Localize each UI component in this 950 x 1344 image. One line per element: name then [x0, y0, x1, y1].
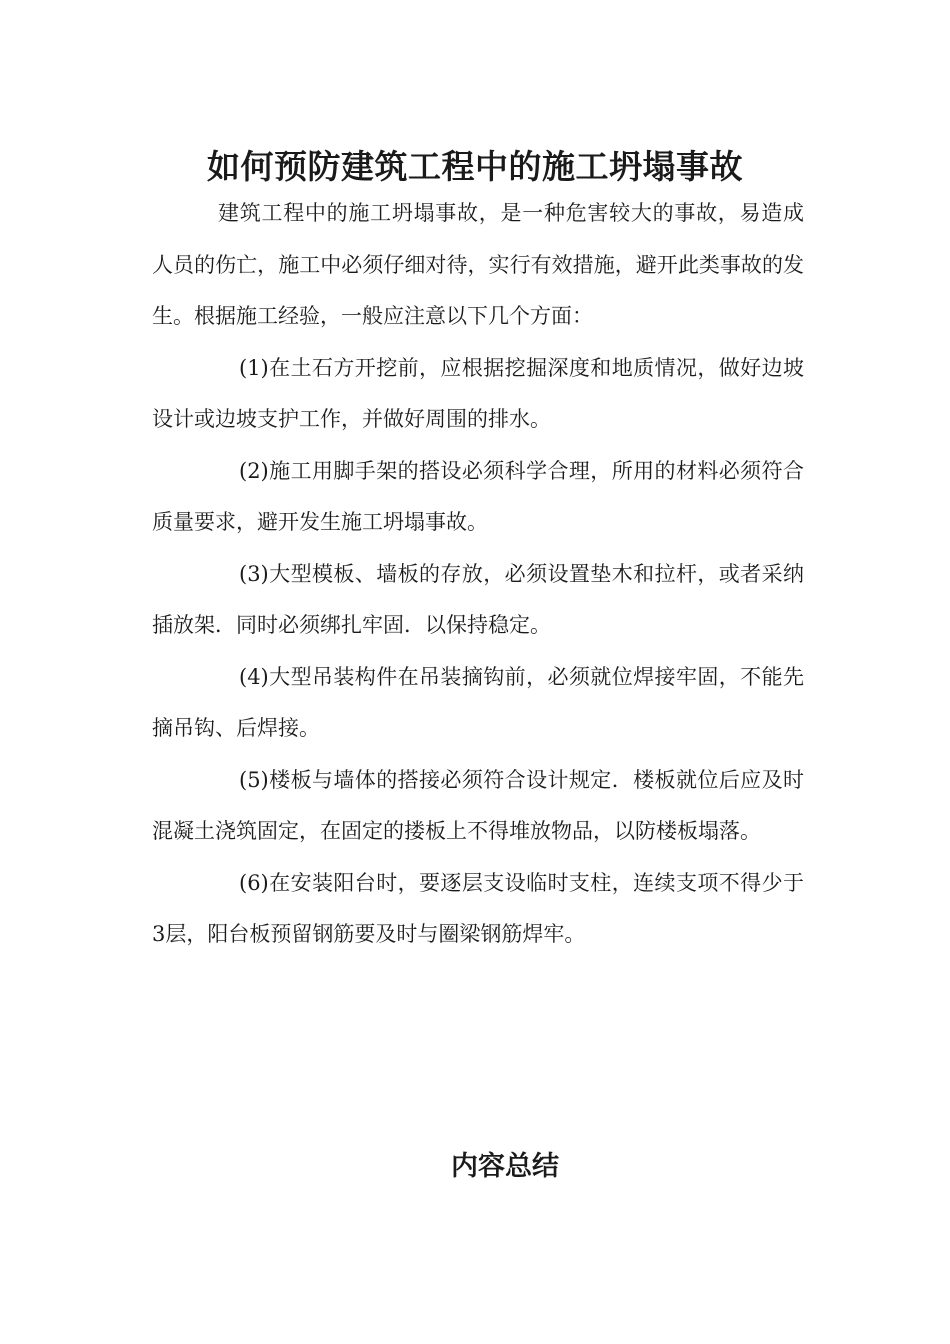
list-item: (5)楼板与墙体的搭接必须符合设计规定．楼板就位后应及时混凝土浇筑固定，在固定的搂板上不得堆放物品，以防楼板塌落。 [152, 767, 804, 843]
list-item: (1)在土石方开挖前，应根据挖掘深度和地质情况，做好边坡设计或边坡支护工作，并做好周围的排水。 [152, 355, 804, 431]
list-item: (4)大型吊装构件在吊装摘钩前，必须就位焊接牢固，不能先摘吊钩、后焊接。 [152, 664, 804, 740]
list-item: (6)在安装阳台时，要逐层支设临时支柱，连续支项不得少于3层，阳台板预留钢筋要及时与圈梁钢筋焊牢。 [152, 870, 804, 946]
document-body [152, 188, 804, 961]
list-item: (3)大型模板、墙板的存放，必须设置垫木和拉杆，或者采纳插放架．同时必须绑扎牢固．以保持稳定。 [152, 561, 804, 637]
intro-paragraph: 建筑工程中的施工坍塌事故，是一种危害较大的事故，易造成人员的伤亡，施工中必须仔细对待，实行有效措施，避开此类事故的发生。根据施工经验，一般应注意以下几个方面： [152, 201, 804, 328]
summary-heading: 内容总结 [451, 1151, 559, 1183]
document-title: 如何预防建筑工程中的施工坍塌事故 [207, 147, 743, 187]
list-item: (2)施工用脚手架的搭设必须科学合理，所用的材料必须符合质量要求，避开发生施工坍塌事故。 [152, 458, 804, 534]
